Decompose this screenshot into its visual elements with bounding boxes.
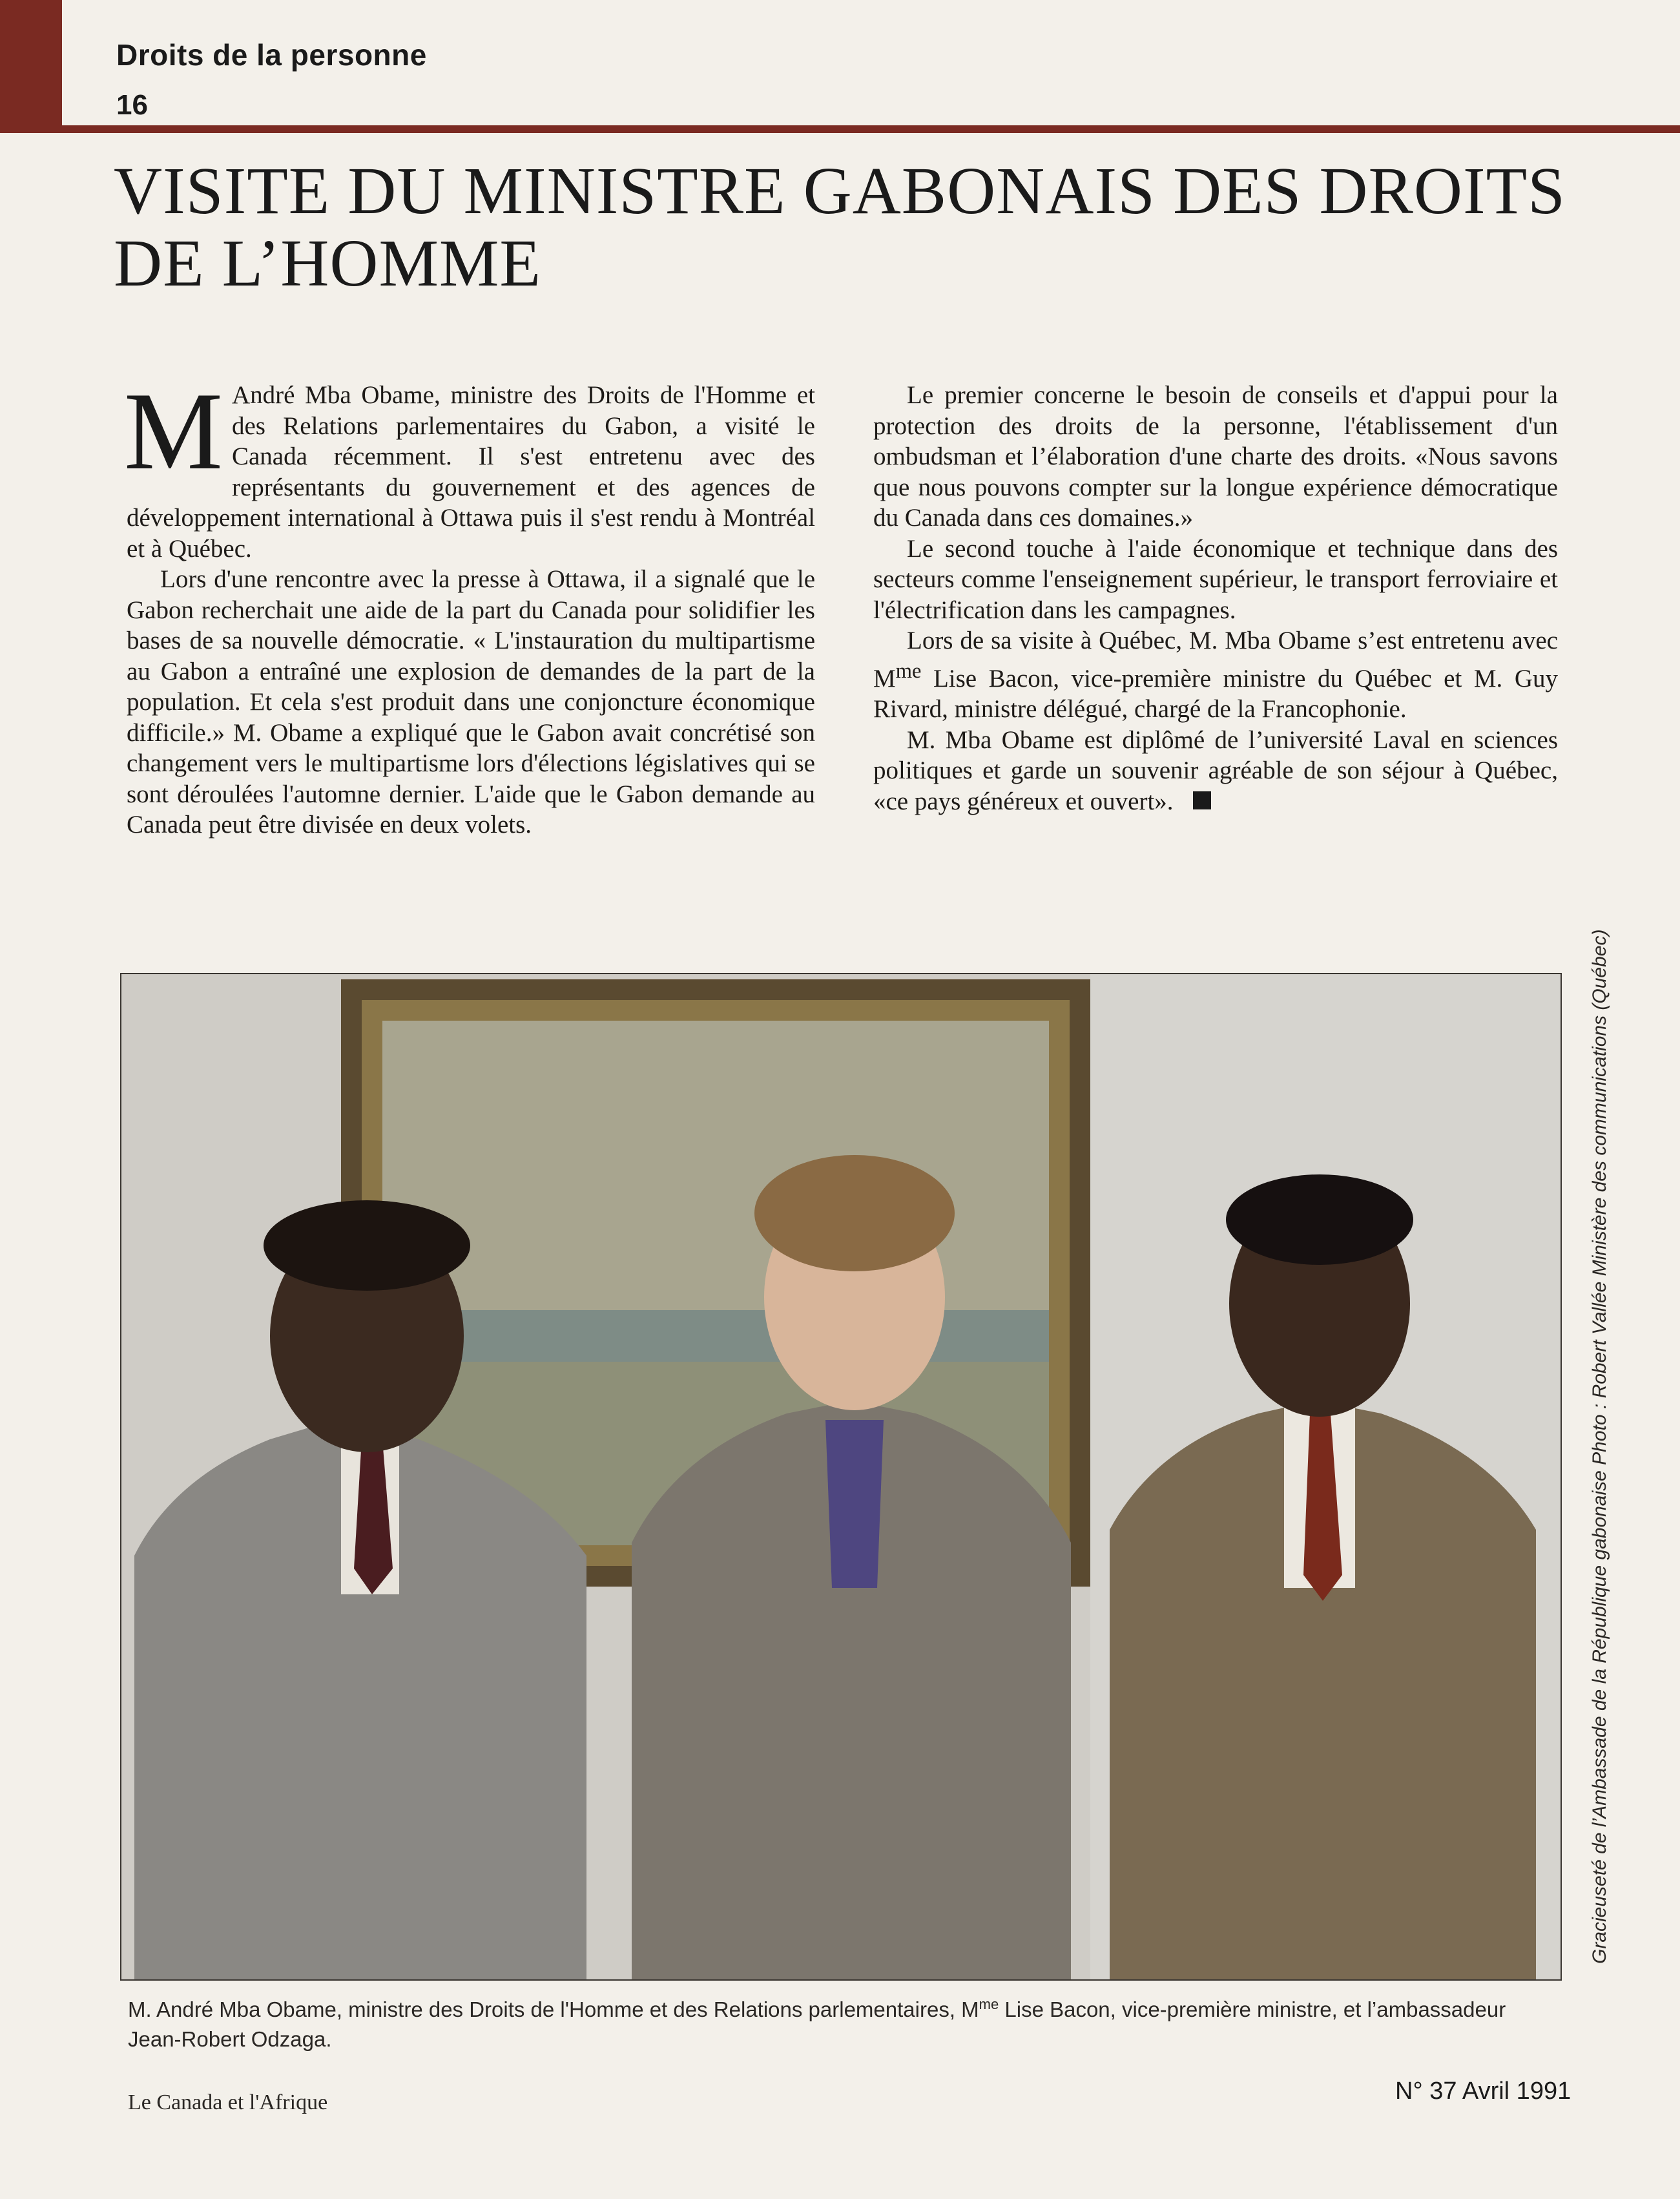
article-title — [114, 155, 1599, 300]
section-label: Droits de la personne — [116, 38, 427, 72]
article-column-right — [873, 380, 1558, 817]
drop-cap: M — [124, 370, 223, 493]
paragraph-text: Lise Bacon, vice-première ministre du Québec et M. Guy Rivard, ministre délégué, chargé de la Francophonie. — [873, 664, 1558, 723]
caption-text: M. André Mba Obame, ministre des Droits de l'Homme et des Relations parlementaires, M — [128, 1997, 979, 2021]
paragraph — [124, 370, 815, 564]
photo-credit: Gracieuseté de l’Ambassade de la République gabonaise Photo : Robert Vallée Ministère des communications (Québec) — [1589, 929, 1610, 1964]
paragraph: Lors d'une rencontre avec la presse à Ottawa, il a signalé que le Gabon recherchait une aide de la part du Canada pour solidifier les bases de sa nouvelle démocratie. « L'instauration du multipartisme au Gabon a entraîné une explosion de demandes de la part de la population. Et cela s'est produit dans une conjoncture économique difficile.» M. Obame a expliqué que le Gabon avait concrétisé son changement vers le multipartisme lors d'élections législatives qui se sont déroulées l'automne dernier. L'aide que le Gabon demande au Canada peut être divisée en deux volets. — [127, 565, 815, 839]
superscript: me — [895, 659, 922, 683]
paragraph — [873, 625, 1558, 725]
article-column-left — [124, 370, 815, 840]
paragraph: Le premier concerne le besoin de conseils et d'appui pour la protection des droits de la personne, l'établissement d'un ombudsman et l’élaboration d'une charte des droits. «Nous savons que nous pouvons compter sur la longue expérience démocratique du Canada dans ces domaines.» — [873, 381, 1558, 532]
issue-info: N° 37 Avril 1991 — [1395, 2078, 1571, 2105]
caption-text: Lise Bacon, vice-première ministre, et l’ambassadeur Jean-Robert Odzaga. — [128, 1997, 1506, 2051]
paragraph-text: Lors de sa visite à Québec, M. Mba Obame s’est entretenu avec M — [873, 627, 1558, 693]
page-number: 16 — [116, 89, 148, 121]
superscript: me — [979, 1996, 999, 2012]
article-photo — [120, 973, 1562, 1981]
paragraph-text: André Mba Obame, ministre des Droits de l'Homme et des Relations parlementaires du Gabon, a visité le Canada récemment. Il s'est entretenu avec des représentants du gouvernement et des agences de développement international à Ottawa puis il s'est rendu à Montréal et à Québec. — [127, 381, 815, 563]
title-line-2: DE L’HOMME — [114, 226, 541, 300]
photo-caption — [128, 1990, 1536, 2054]
header-rule — [62, 125, 1680, 133]
publication-name: Le Canada et l'Afrique — [128, 2090, 328, 2114]
paragraph: Le second touche à l'aide économique et technique dans des secteurs comme l'enseignement supérieur, le transport ferroviaire et l'électrification dans les campagnes. — [873, 534, 1558, 624]
paragraph — [873, 725, 1558, 817]
paragraph-text: M. Mba Obame est diplômé de l’université Laval en sciences politiques et garde un souvenir agréable de son séjour à Québec, «ce pays généreux et ouvert». — [873, 725, 1558, 815]
end-of-article-mark — [1193, 791, 1211, 809]
title-line-1: VISITE DU MINISTRE GABONAIS DES DROITS — [114, 154, 1566, 228]
header-color-tab — [0, 0, 62, 133]
